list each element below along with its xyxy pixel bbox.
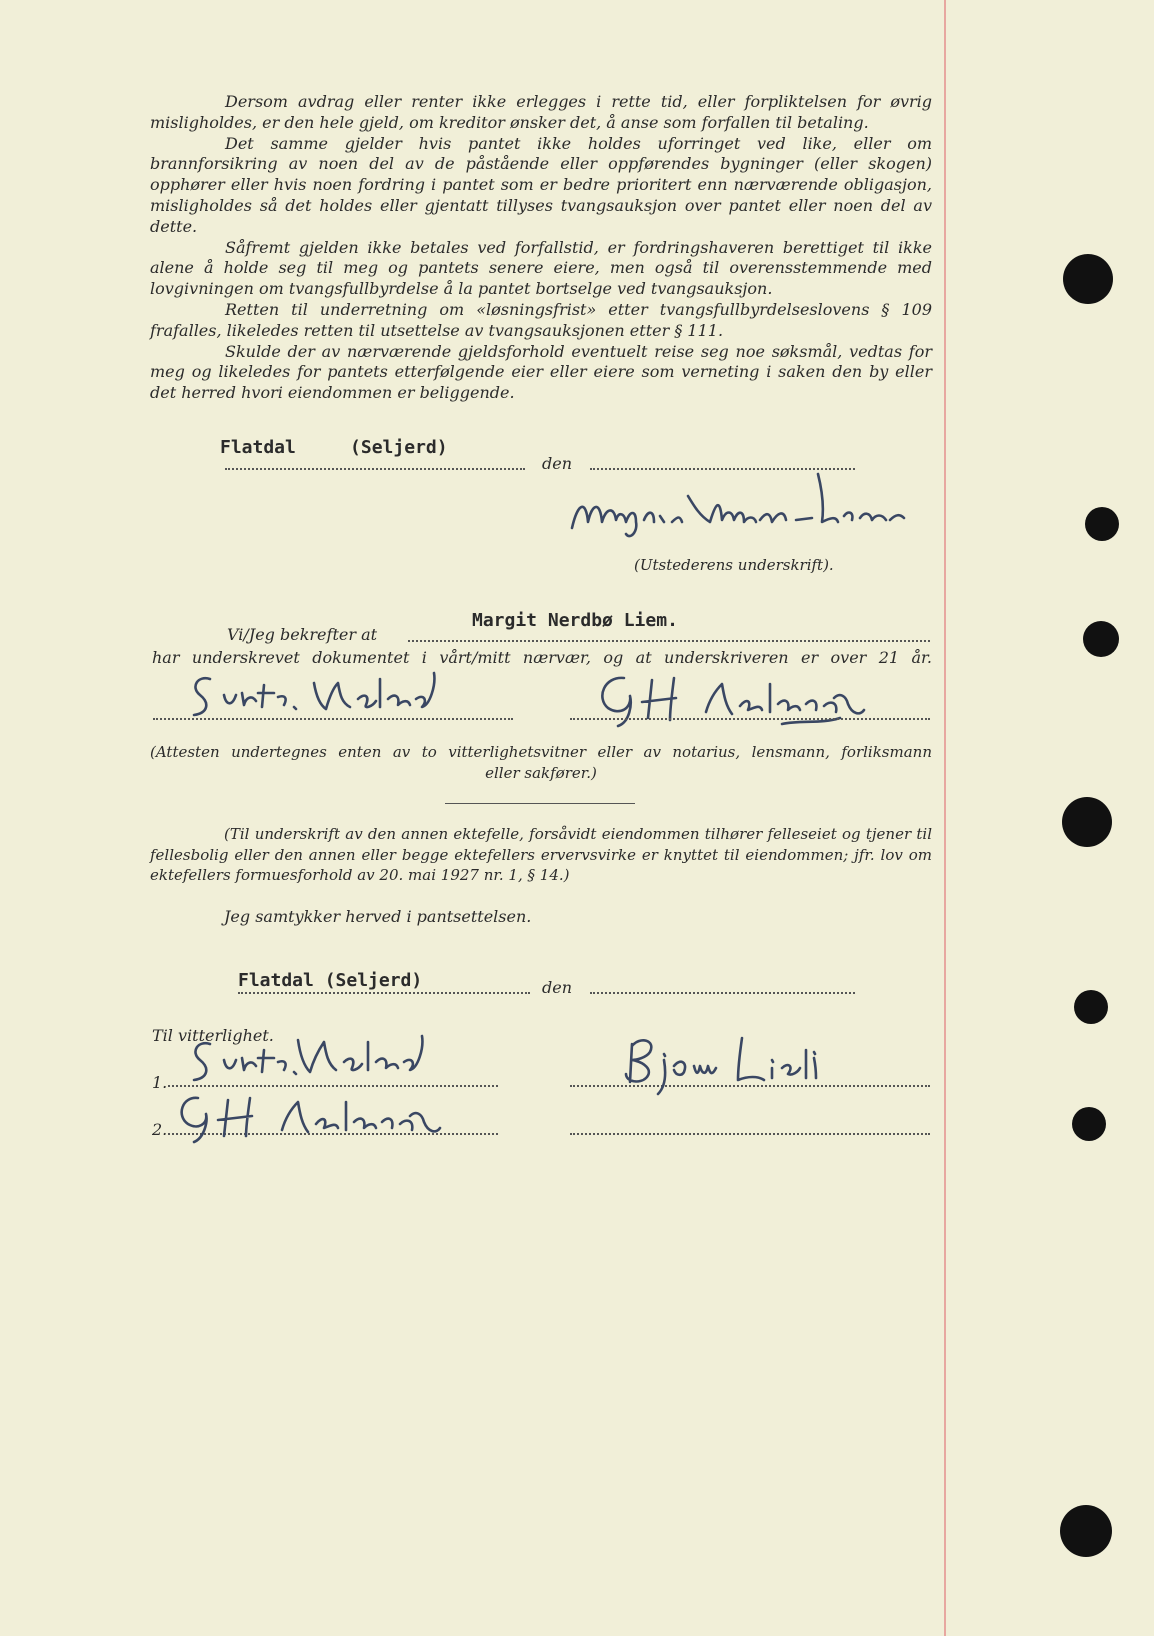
punch-hole-1 bbox=[1063, 254, 1113, 304]
witness-2-signature bbox=[590, 668, 910, 738]
attest-note bbox=[150, 742, 932, 784]
terms-text bbox=[150, 92, 932, 404]
confirmation-statement: har underskrevet dokumentet i vårt/mitt nærvær, og at underskriveren er over 21 år. bbox=[152, 648, 932, 667]
paragraph-venue: Skulde der av nærværende gjeldsforhold eventuelt reise seg noe søksmål, vedtas for meg og likeledes for pantets etterfølgende eier eller eiere som verneting i saken den by eller det herred hvori eiendommen er beliggende. bbox=[150, 341, 932, 403]
witness-1-signature bbox=[180, 665, 440, 725]
second-witness-2-signature bbox=[172, 1090, 472, 1150]
issuer-signature-caption: (Utstederens underskrift). bbox=[634, 556, 834, 574]
place-dotted-line-1 bbox=[225, 468, 525, 470]
paragraph-forced-sale: Såfremt gjelden ikke betales ved forfallstid, er fordringshaveren berettiget til ikke alene å holde seg til meg og pantets senere eiere, men også til overensstemmende med lovgivningen om tvangsfullbyrdelse å la pantet bortselge ved tvangsauksjon. bbox=[150, 237, 932, 299]
punch-hole-7 bbox=[1060, 1505, 1112, 1557]
place-typed-2: Flatdal (Seljerd) bbox=[238, 970, 423, 991]
place-dotted-line-2 bbox=[238, 992, 530, 994]
second-witness-1-signature bbox=[180, 1020, 440, 1090]
section-divider bbox=[445, 803, 635, 804]
paragraph-collateral: Det samme gjelder hvis pantet ikke holdes uforringet ved like, eller om brannforsikring av noen del av de påstående eller oppførendes bygninger (eller skogen) opphører eller hvis noen fordring i pantet som er bedre prioritert enn nærværende obligasjon, misligholdes så det holdes eller gjentatt tillyses tvangsauksjon over pantet eller noen del av dette. bbox=[150, 133, 932, 236]
den-label-1: den bbox=[542, 454, 573, 473]
issuer-signature bbox=[560, 460, 950, 555]
paragraph-default: Dersom avdrag eller renter ikke erlegges i rette tid, eller forpliktelsen for øvrig misligholdes, er den hele gjeld, om kreditor ønsker det, å anse som forfallen til betaling. bbox=[150, 92, 932, 132]
confirmation-dotted-line bbox=[408, 640, 930, 642]
witness-label: Til vitterlighet. bbox=[152, 1026, 274, 1045]
attest-note-line-2: eller sakfører.) bbox=[485, 764, 597, 782]
witness-1-dotted-line bbox=[153, 718, 513, 720]
attest-note-line-1: (Attesten undertegnes enten av to vitterlighetsvitner eller av notarius, lensmann, forliksmann bbox=[150, 743, 932, 761]
red-margin-rule bbox=[944, 0, 946, 1636]
spouse-note: (Til underskrift av den annen ektefelle, forsåvidt eiendommen tilhører felleseiet og tjener til fellesbolig eller den annen eller begge ektefellers ervervsvirke er knyttet til eiendommen; jfr. lov om ektefellers formuesforhold av 20. mai 1927 nr. 1, § 14.) bbox=[150, 825, 932, 884]
punch-hole-6 bbox=[1072, 1107, 1106, 1141]
punch-hole-2 bbox=[1085, 507, 1119, 541]
confirmed-signer-name: Margit Nerdbø Liem. bbox=[472, 610, 678, 631]
place-typed-1: Flatdal (Seljerd) bbox=[220, 437, 448, 458]
witness-number-1: 1. bbox=[152, 1073, 168, 1092]
date-dotted-line-2 bbox=[590, 992, 855, 994]
confirmation-prefix: Vi/Jeg bekrefter at bbox=[227, 625, 378, 644]
consent-statement: Jeg samtykker herved i pantsettelsen. bbox=[224, 907, 532, 926]
spouse-extra-line bbox=[570, 1133, 930, 1135]
punch-hole-5 bbox=[1074, 990, 1108, 1024]
punch-hole-3 bbox=[1083, 621, 1119, 657]
witness-2-dotted-line bbox=[570, 718, 930, 720]
paragraph-redemption: Retten til underretning om «løsningsfrist» etter tvangsfullbyrdelseslovens § 109 frafalles, likeledes retten til utsettelse av tvangsauksjonen etter § 111. bbox=[150, 299, 932, 340]
den-label-2: den bbox=[542, 978, 573, 997]
punch-hole-4 bbox=[1062, 797, 1112, 847]
spouse-signature bbox=[612, 1030, 842, 1100]
witness-number-2: 2. bbox=[152, 1120, 168, 1139]
